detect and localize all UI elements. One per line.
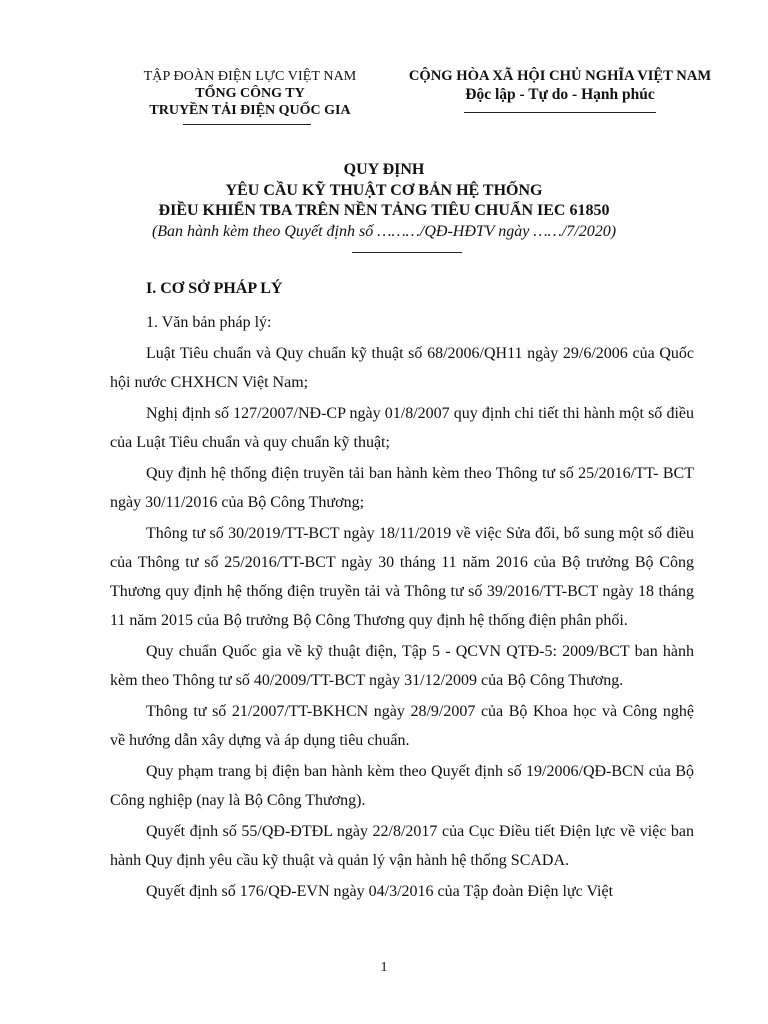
parent-organization: TẬP ĐOÀN ĐIỆN LỰC VIỆT NAM xyxy=(143,69,357,84)
motto-underline xyxy=(464,112,656,113)
title-underline xyxy=(352,252,462,253)
document-title-block xyxy=(100,160,668,242)
national-motto-block xyxy=(384,68,736,105)
paragraph: Nghị định số 127/2007/NĐ-CP ngày 01/8/2007 quy định chi tiết thi hành một số điều của Luật Tiêu chuẩn và quy chuẩn kỹ thuật; xyxy=(110,405,694,451)
issuer-underline xyxy=(183,124,311,125)
issuer-block xyxy=(116,68,384,119)
document-title-line-2: ĐIỀU KHIỂN TBA TRÊN NỀN TẢNG TIÊU CHUẨN IEC 61850 xyxy=(158,202,610,219)
issuance-note: (Ban hành kèm theo Quyết định số ………/QĐ-HĐTV ngày ……/7/2020) xyxy=(151,222,617,240)
paragraph: Luật Tiêu chuẩn và Quy chuẩn kỹ thuật số 68/2006/QH11 ngày 29/6/2006 của Quốc hội nước CHXHCN Việt Nam; xyxy=(110,345,694,391)
paragraph: Quyết định số 176/QĐ-EVN ngày 04/3/2016 của Tập đoàn Điện lực Việt xyxy=(146,883,614,900)
document-type: QUY ĐỊNH xyxy=(343,161,425,178)
document-title-line-1: YÊU CẦU KỸ THUẬT CƠ BẢN HỆ THỐNG xyxy=(225,181,543,199)
document-body xyxy=(110,274,694,908)
paragraph: Quyết định số 55/QĐ-ĐTĐL ngày 22/8/2017 của Cục Điều tiết Điện lực về việc ban hành Quy định yêu cầu kỹ thuật và quản lý vận hành hệ thống SCADA. xyxy=(110,823,694,869)
paragraph: Thông tư số 21/2007/TT-BKHCN ngày 28/9/2007 của Bộ Khoa học và Công nghệ về hướng dẫn xây dựng và áp dụng tiêu chuẩn. xyxy=(110,703,694,749)
country-name: CỘNG HÒA XÃ HỘI CHỦ NGHĨA VIỆT NAM xyxy=(408,68,712,84)
paragraph: Thông tư số 30/2019/TT-BCT ngày 18/11/2019 về việc Sửa đổi, bổ sung một số điều của Thông tư số 25/2016/TT-BCT ngày 30 tháng 11 năm 2016 của Bộ trưởng Bộ Công Thương quy định hệ thống điện truyền tải và Thông tư số 39/2016/TT-BCT ngày 18 tháng 11 năm 2015 của Bộ trưởng Bộ Công Thương quy định hệ thống điện phân phối. xyxy=(110,525,694,629)
paragraph: Quy định hệ thống điện truyền tải ban hành kèm theo Thông tư số 25/2016/TT- BCT ngày 30/11/2016 của Bộ Công Thương; xyxy=(110,465,694,511)
section-heading: I. CƠ SỞ PHÁP LÝ xyxy=(146,280,283,297)
paragraph: Quy chuẩn Quốc gia về kỹ thuật điện, Tập 5 - QCVN QTĐ-5: 2009/BCT ban hành kèm theo Thông tư số 40/2009/TT-BCT ngày 31/12/2009 của Bộ Công Thương. xyxy=(110,643,694,689)
national-motto: Độc lập - Tự do - Hạnh phúc xyxy=(465,86,655,103)
organization-type: TỔNG CÔNG TY xyxy=(195,86,305,101)
organization-name: TRUYỀN TẢI ĐIỆN QUỐC GIA xyxy=(149,103,351,118)
paragraph: 1. Văn bản pháp lý: xyxy=(146,314,272,331)
page-number: 1 xyxy=(380,960,388,975)
paragraph: Quy phạm trang bị điện ban hành kèm theo Quyết định số 19/2006/QĐ-BCN của Bộ Công nghiệp (nay là Bộ Công Thương). xyxy=(110,763,694,809)
